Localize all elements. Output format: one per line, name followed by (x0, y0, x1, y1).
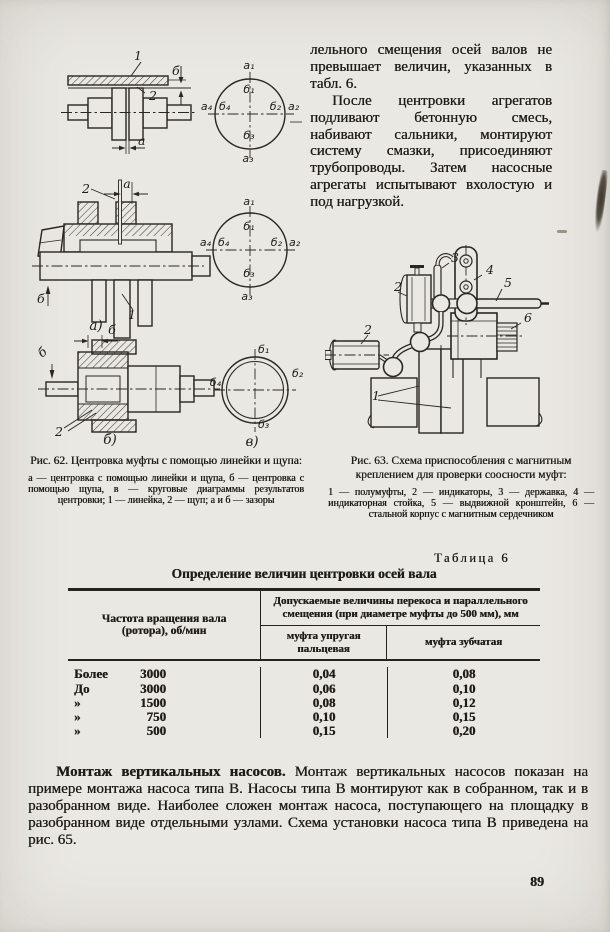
label-c2-b3: б₃ (243, 267, 255, 280)
fig62-circle-diagram-1 (208, 72, 302, 158)
sublabel-v: в) (245, 434, 259, 450)
row-elastic-value: 0,04 (261, 667, 388, 681)
label-halfcouplings-1: 1 (372, 388, 380, 403)
label-a3: а₃ (242, 152, 254, 165)
fig62-feeler-coupling (38, 335, 220, 432)
label-b2: б₂ (269, 100, 281, 113)
table-row (68, 710, 540, 724)
table-body (68, 661, 540, 746)
fig63-caption-legend: 1 — полумуфты, 2 — индикаторы, 3 — державка, 4 — индикаторная стойка, 5 — выдвижной кронштейн, 6 — стальной корпус с магнитным сердечником (328, 486, 594, 520)
label-gap-b: б (172, 63, 180, 78)
row-elastic-value: 0,06 (261, 682, 388, 696)
fig62-caption-title: Рис. 62. Центровка муфты с помощью линейки и щупа: (30, 455, 302, 467)
label-ruler-1: 1 (134, 48, 142, 63)
right-column-text (310, 42, 552, 211)
label-bracket-5: 5 (504, 275, 512, 290)
label-c3-b4: б₄ (209, 376, 221, 389)
label-c2-a3: а₃ (241, 290, 253, 303)
subheader-gear-coupling: муфта зубчатая (424, 636, 503, 649)
fig62-circle-diagram-3 (214, 349, 296, 432)
row-gear-value: 0,20 (452, 723, 476, 739)
row-elastic-value: 0,08 (261, 696, 388, 710)
bottom-paragraph (28, 764, 588, 849)
fig62-caption (28, 455, 304, 506)
table-row (68, 724, 540, 738)
row-elastic-value: 0,15 (261, 724, 388, 738)
group-header: Допускаемые величины перекоса и параллельного смещения (при диаметре муфты до 500 мм), мм (261, 591, 540, 626)
label-gap-a2: а (123, 176, 131, 191)
row-prefix: » (74, 694, 81, 710)
fig62-caption-legend: а — центровка с помощью линейки и щупа, б — центровка с помощью щупа, в — круговые диаграммы результатов центровки; 1 — линейка, 2 — щуп; а и б — зазоры (28, 472, 304, 506)
row-elastic-value: 0,10 (261, 710, 388, 724)
label-c2-a1: а₁ (243, 195, 255, 208)
label-holder-3: 3 (451, 250, 459, 265)
table-row (68, 696, 540, 710)
scan-smudge (592, 170, 608, 233)
table-header (68, 591, 540, 661)
fig63-dial-indicator-left (325, 340, 403, 377)
label-a2: а₂ (288, 100, 300, 113)
label-stand-4: 4 (486, 262, 494, 277)
label-feeler-2b: 2 (82, 181, 90, 196)
row-rpm: 500 (146, 723, 166, 739)
label-b4: б₄ (219, 100, 231, 113)
column-header-rpm: Частота вращения вала (ротора), об/мин (68, 591, 261, 659)
label-b3: б₃ (243, 129, 255, 142)
label-gap-b4: б (34, 343, 50, 361)
row-gear-value: 0,15 (452, 708, 476, 724)
label-indicator-2-top: 2 (394, 279, 402, 294)
label-c2-b4: б₄ (218, 236, 230, 249)
label-c2-b2: б₂ (270, 236, 282, 249)
label-c2-b1: б₁ (243, 220, 255, 233)
label-gap-a: а (138, 133, 146, 148)
fig63-caption-title: Рис. 63. Схема приспособления с магнитным креплением для проверки соосности муфт: (350, 455, 572, 481)
paragraph-lead: Монтаж вертикальных насосов. (56, 764, 286, 780)
label-feeler-2: 2 (149, 88, 157, 103)
fig62-drawing (28, 36, 310, 450)
row-rpm: 1500 (140, 694, 166, 710)
label-gap-b3: б (108, 322, 116, 337)
table-6 (68, 588, 540, 746)
label-gap-b2: б (37, 291, 45, 306)
label-feeler-2c: 2 (55, 424, 63, 439)
sublabel-b: б) (103, 432, 117, 448)
row-rpm: 3000 (140, 680, 166, 696)
row-prefix: » (74, 723, 81, 739)
label-c3-b1: б₁ (258, 343, 270, 356)
label-part-1: 1 (128, 307, 136, 322)
row-rpm: 3000 (140, 666, 166, 682)
paragraph-body: Монтаж вертикальных насосов показан на примере монтажа насоса типа В. Насосы типа В монтируют как в собранном, так и в разобранном виде. Наиболее сложен монтаж насоса, поступающего на площадку в разобранном виде отдельными узлами. Схема установки насоса типа В приведена на рис. 65. (28, 764, 588, 848)
label-b1: б₁ (243, 83, 255, 96)
table-row (68, 667, 540, 681)
row-prefix: » (74, 708, 81, 724)
row-rpm: 750 (146, 708, 166, 724)
row-gear-value: 0,08 (452, 666, 476, 682)
subheader-elastic-coupling: муфта упругая пальцевая (261, 626, 387, 659)
fig63-drawing (325, 245, 597, 450)
fig63-caption (328, 455, 594, 520)
column-group-allowed-values (261, 591, 540, 659)
label-body-6: 6 (524, 310, 532, 325)
label-c2-a2: а₂ (289, 236, 301, 249)
table-tag: Таблица 6 (434, 551, 510, 565)
label-c3-b3: б₃ (258, 418, 270, 431)
label-indicator-2-left: 2 (364, 322, 372, 337)
fig62-coupling-section (32, 180, 210, 338)
row-gear-value: 0,12 (452, 694, 476, 710)
label-a1: а₁ (243, 59, 255, 72)
scan-speck (557, 230, 567, 233)
row-prefix: Более (74, 666, 108, 682)
label-a4: а₄ (200, 100, 212, 113)
page-number: 89 (530, 875, 544, 890)
row-prefix: До (74, 680, 90, 696)
table-title: Определение величин центровки осей вала (171, 566, 437, 581)
label-c3-b2: б₂ (292, 367, 304, 380)
row-gear-value: 0,10 (452, 680, 476, 696)
label-c2-a4: а₄ (199, 236, 211, 249)
paragraph-after-alignment: После центровки агрегатов подливают бетонную смесь, набивают сальники, монтируют систему смазки, присоединяют трубопроводы. Затем насосные агрегаты испытывают вхолостую и под нагрузкой. (310, 92, 552, 211)
sublabel-a: а) (89, 318, 103, 334)
table-row (68, 682, 540, 696)
paragraph-continuation: лельного смещения осей валов не превышает величин, указанных в табл. 6. (310, 42, 552, 92)
